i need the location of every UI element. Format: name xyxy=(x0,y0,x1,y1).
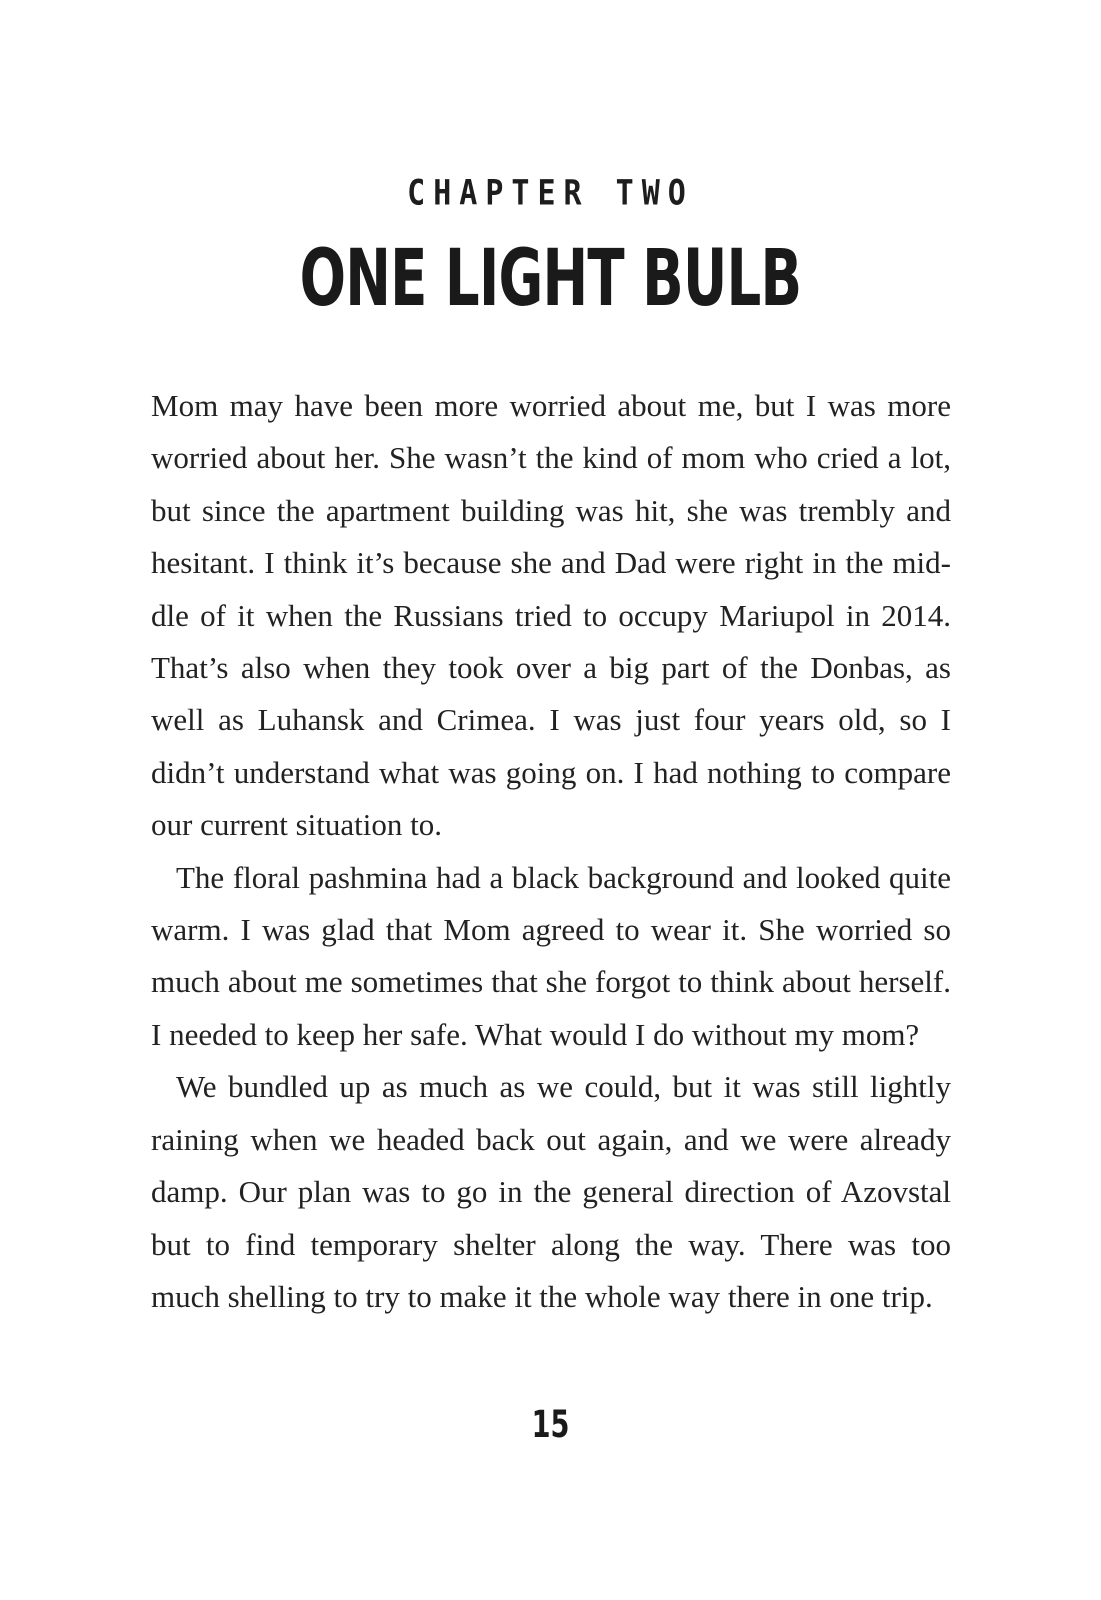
chapter-label: CHAPTER TWO xyxy=(407,173,694,214)
paragraph: We bundled up as much as we could, but it was still lightly raining when we headed back out again, and we were already damp. Our plan was to go in the general direction of Azovstal but to find temporary shelter along the way. There was too much shelling to try to make it the whole way there in one trip. xyxy=(151,1069,951,1314)
page-number: 15 xyxy=(531,1403,570,1447)
paragraph: Mom may have been more worried about me, but I was more worried about her. She wasn’t the kind of mom who cried a lot, but since the apartment building was hit, she was trembly and hesitant. I think it’s because she and Dad were right in the middle of it when the Russians tried to occupy Mariupol in 2014. That’s also when they took over a big part of the Donbas, as well as Luhansk and Crimea. I was just four years old, so I didn’t understand what was going on. I had nothing to compare our current situation to. xyxy=(151,388,951,843)
chapter-title: ONE LIGHT BULB xyxy=(299,232,802,324)
paragraph: The floral pashmina had a black background and looked quite warm. I was glad that Mom agreed to wear it. She worried so much about me sometimes that she forgot to think about herself. I needed to keep her safe. What would I do without my mom? xyxy=(151,859,951,1052)
chapter-body xyxy=(151,380,951,1323)
